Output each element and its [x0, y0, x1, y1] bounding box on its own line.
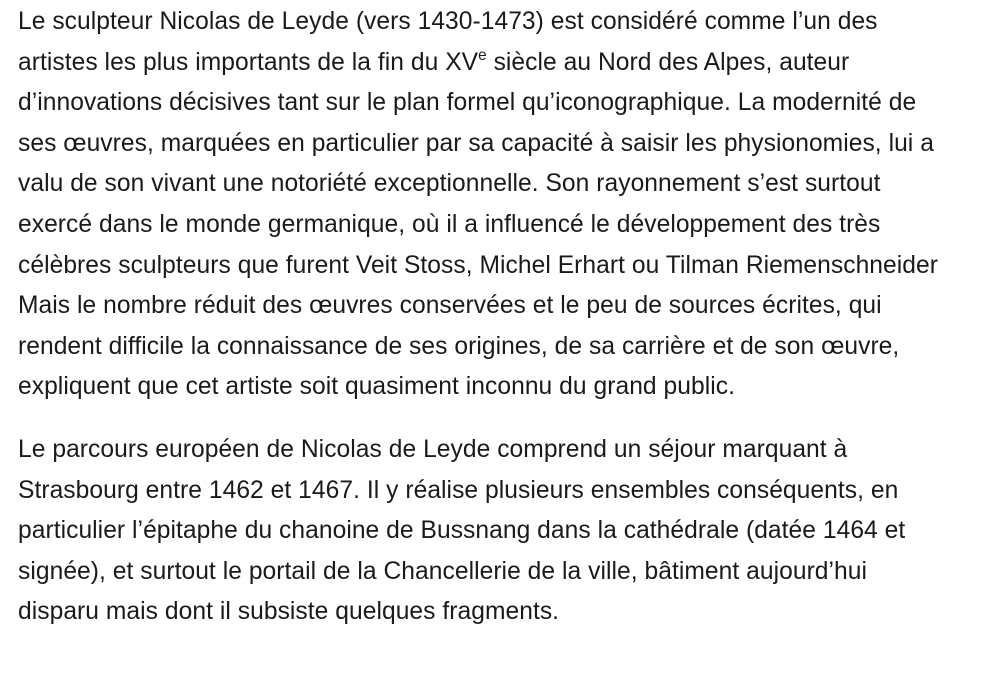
text-line — [18, 124, 1000, 165]
line-text-after: siècle au Nord des Alpes, auteur — [486, 48, 850, 76]
line-text: valu de son vivant une notoriété exceptionnelle. Son rayonnement s’est surtout — [18, 170, 881, 198]
line-text: célèbres sculpteurs que furent Veit Stoss, Michel Erhart ou Tilman Riemenschneider — [18, 251, 938, 279]
text-line — [18, 2, 1000, 43]
line-text: d’innovations décisives tant sur le plan formel qu’iconographique. La modernité de — [18, 89, 917, 117]
paragraph-gap — [18, 408, 1000, 430]
text-line — [18, 430, 1000, 471]
text-line — [18, 327, 1000, 368]
line-text: Le parcours européen de Nicolas de Leyde comprend un séjour marquant à — [18, 435, 848, 463]
line-text: Strasbourg entre 1462 et 1467. Il y réalise plusieurs ensembles conséquents, en — [18, 476, 899, 504]
text-line — [18, 552, 1000, 593]
text-line — [18, 246, 1000, 287]
line-text: signée), et surtout le portail de la Chancellerie de la ville, bâtiment aujourd’hui — [18, 557, 868, 585]
text-line — [18, 43, 1000, 84]
line-text: Mais le nombre réduit des œuvres conservées et le peu de sources écrites, qui — [18, 292, 882, 320]
text-line — [18, 164, 1000, 205]
line-text: rendent difficile la connaissance de ses origines, de sa carrière et de son œuvre, — [18, 332, 900, 360]
line-text: artistes les plus importants de la fin du XV — [18, 48, 479, 76]
text-line — [18, 592, 1000, 633]
superscript: e — [478, 46, 487, 64]
text-line — [18, 83, 1000, 124]
text-line — [18, 205, 1000, 246]
paragraph-2 — [18, 430, 1000, 633]
text-line — [18, 511, 1000, 552]
line-text: ses œuvres, marquées en particulier par sa capacité à saisir les physionomies, lui a — [18, 129, 934, 157]
text-line — [18, 367, 1000, 408]
line-text: expliquent que cet artiste soit quasiment inconnu du grand public. — [18, 373, 735, 401]
text-line — [18, 286, 1000, 327]
line-text: disparu mais dont il subsiste quelques fragments. — [18, 598, 560, 626]
line-text: particulier l’épitaphe du chanoine de Bussnang dans la cathédrale (datée 1464 et — [18, 517, 906, 545]
paragraph-1 — [18, 2, 1000, 408]
text-line — [18, 471, 1000, 512]
line-text: Le sculpteur Nicolas de Leyde (vers 1430-1473) est considéré comme l’un des — [18, 8, 878, 35]
line-text: exercé dans le monde germanique, où il a influencé le développement des très — [18, 210, 881, 238]
